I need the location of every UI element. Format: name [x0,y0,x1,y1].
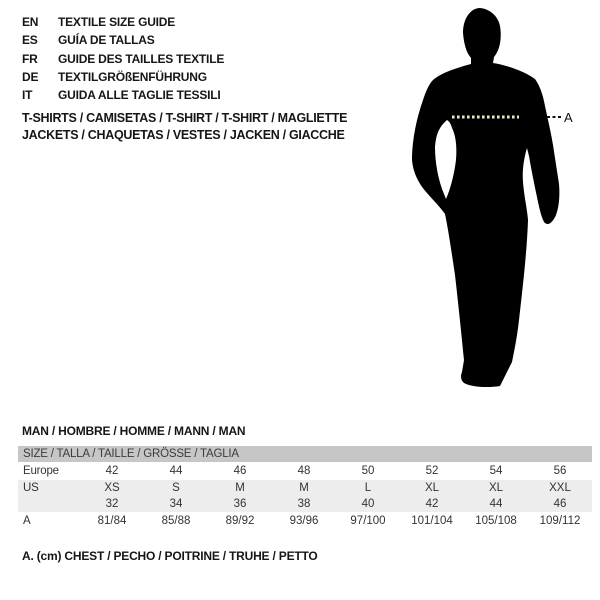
language-code: ES [22,33,38,48]
category-lines [22,110,347,144]
size-cell: 50 [361,465,375,477]
language-code: DE [22,70,39,85]
size-cell: 105/108 [475,515,517,527]
size-row-europe [18,462,592,480]
size-cell: 46 [553,498,567,510]
section-title-man: MAN / HOMBRE / HOMME / MANN / MAN [22,424,246,438]
row-label: A [23,515,31,527]
size-cell: 54 [489,465,503,477]
row-label: US [23,482,39,494]
size-cell: XXL [549,482,571,494]
size-cell: 93/96 [289,515,319,527]
size-cell: 34 [169,498,183,510]
size-cell: 81/84 [97,515,127,527]
size-cell: S [172,482,180,494]
man-silhouette-figure [395,0,600,410]
size-row-numeric [18,496,592,512]
size-cell: 40 [361,498,375,510]
language-row-it [22,86,224,104]
size-cell: XL [488,482,504,494]
language-label: GUÍA DE TALLAS [58,33,155,48]
size-cell: 46 [233,465,247,477]
size-cell: M [235,482,245,494]
category-line-tshirts: T-SHIRTS / CAMISETAS / T-SHIRT / T-SHIRT / MAGLIETTE [22,111,348,125]
size-cell: XS [104,482,120,494]
size-cell: L [364,482,372,494]
size-cell: 32 [105,498,119,510]
size-cell: 97/100 [350,515,386,527]
size-cell: 42 [425,498,439,510]
row-label: Europe [23,465,59,477]
size-cell: 89/92 [225,515,255,527]
size-cell: 48 [297,465,311,477]
size-cell: 44 [169,465,183,477]
language-row-de [22,68,224,86]
size-table [18,446,592,530]
language-label: GUIDE DES TAILLES TEXTILE [58,51,225,66]
language-code: FR [22,51,38,66]
size-cell: 38 [297,498,311,510]
size-cell: 52 [425,465,439,477]
man-silhouette-svg [395,0,600,410]
size-cell: 44 [489,498,503,510]
size-cell: 101/104 [411,515,453,527]
footnote-chest: A. (cm) CHEST / PECHO / POITRINE / TRUHE / PETTO [22,549,318,563]
man-silhouette [412,8,559,387]
language-label: GUIDA ALLE TAGLIE TESSILI [58,88,221,103]
language-row-en [22,13,224,31]
size-cell: XL [424,482,440,494]
language-list [22,13,224,104]
language-label: TEXTILE SIZE GUIDE [58,15,176,30]
size-cell: 85/88 [161,515,191,527]
size-cell: 42 [105,465,119,477]
category-line-jackets: JACKETS / CHAQUETAS / VESTES / JACKEN / GIACCHE [22,128,345,142]
language-row-fr [22,50,224,68]
size-row-chest-a [18,512,592,530]
language-label: TEXTILGRÖßENFÜHRUNG [58,70,207,85]
size-row-us [18,480,592,496]
size-cell: 109/112 [539,515,581,527]
measure-label-a: A [564,110,573,125]
size-cell: 36 [233,498,247,510]
language-code: EN [22,15,39,30]
language-row-es [22,31,224,49]
language-code: IT [22,88,33,103]
size-cell: 56 [553,465,567,477]
size-table-header: SIZE / TALLA / TAILLE / GRÖSSE / TAGLIA [18,446,592,462]
size-cell: M [299,482,309,494]
